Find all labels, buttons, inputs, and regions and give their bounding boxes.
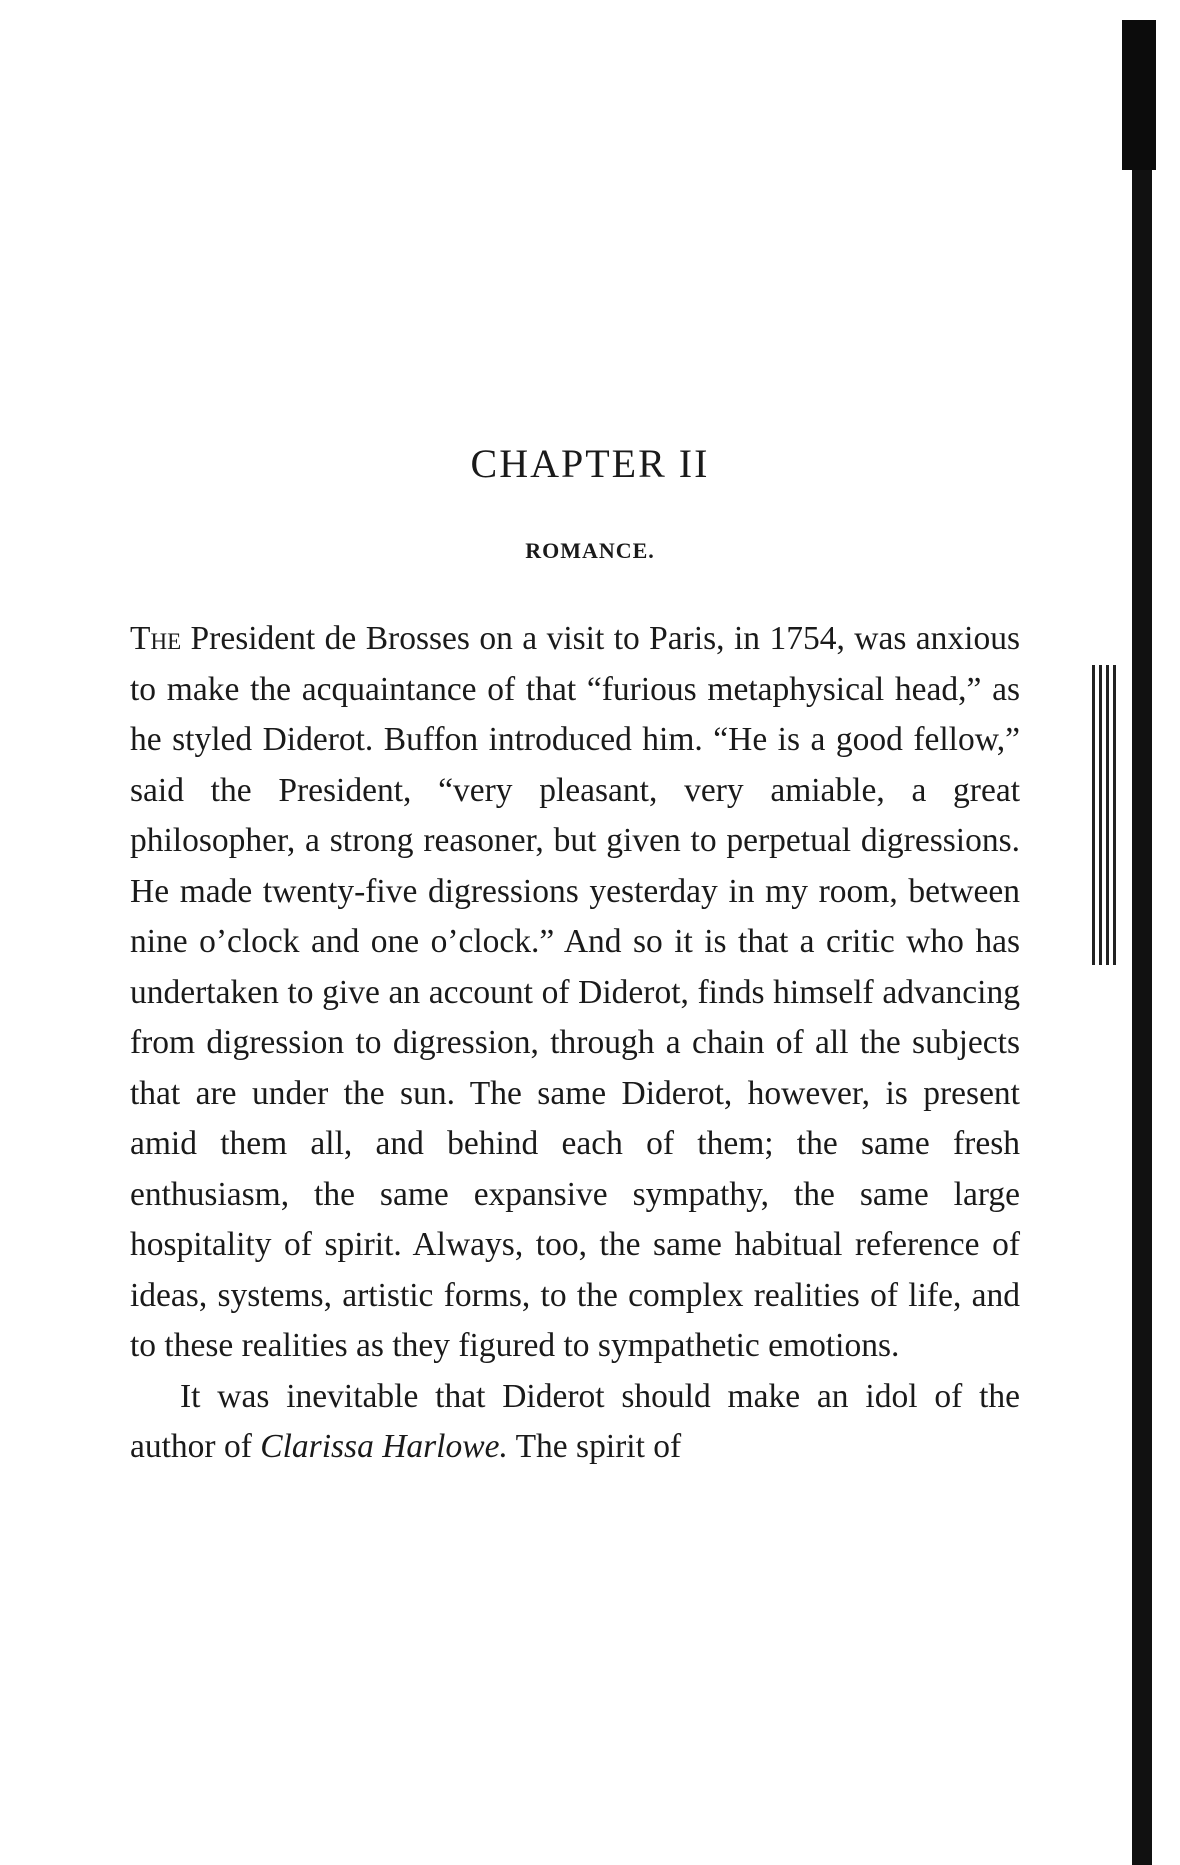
paragraph-2-before: It was inevitable that Diderot should make an idol of the author of [130,1377,1020,1465]
paragraph-2 [130,1372,1020,1473]
book-title-italic: Clarissa Harlowe. [260,1428,508,1465]
paragraph-lead-word: The [130,620,182,657]
page-edge-shadow [1132,20,1152,1865]
chapter-subtitle: ROMANCE. [525,538,655,563]
body-text [130,614,1020,1473]
page-edge-shadow-top [1122,20,1156,170]
chapter-title: CHAPTER II [470,441,710,486]
paragraph-1 [130,614,1020,1372]
paragraph-1-text: President de Brosses on a visit to Paris, in 1754, was anxious to make the acquaintance of that “furious metaphysical head,” as he styled Diderot. Buffon introduced him. “He is a good fellow,” said the President, “very pleasant, very amiable, a great philosopher, a strong reasoner, but given to perpetual digressions. He made twenty-five digressions yesterday in my room, between nine o’clock and one o’clock.” And so it is that a critic who has undertaken to give an account of Diderot, finds himself advancing from digression to digression, through a chain of all the subjects that are under the sun. The same Diderot, however, is present amid them all, and behind each of them; the same fresh enthusiasm, the same expansive sympathy, the same large hospitality of spirit. Always, too, the same habitual reference of ideas, systems, artistic forms, to the complex realities of life, and to these realities as they figured to sympathetic emotions. [130,620,1020,1364]
margin-scan-marks [1090,665,1120,965]
paragraph-2-after: The spirit of [507,1428,682,1465]
